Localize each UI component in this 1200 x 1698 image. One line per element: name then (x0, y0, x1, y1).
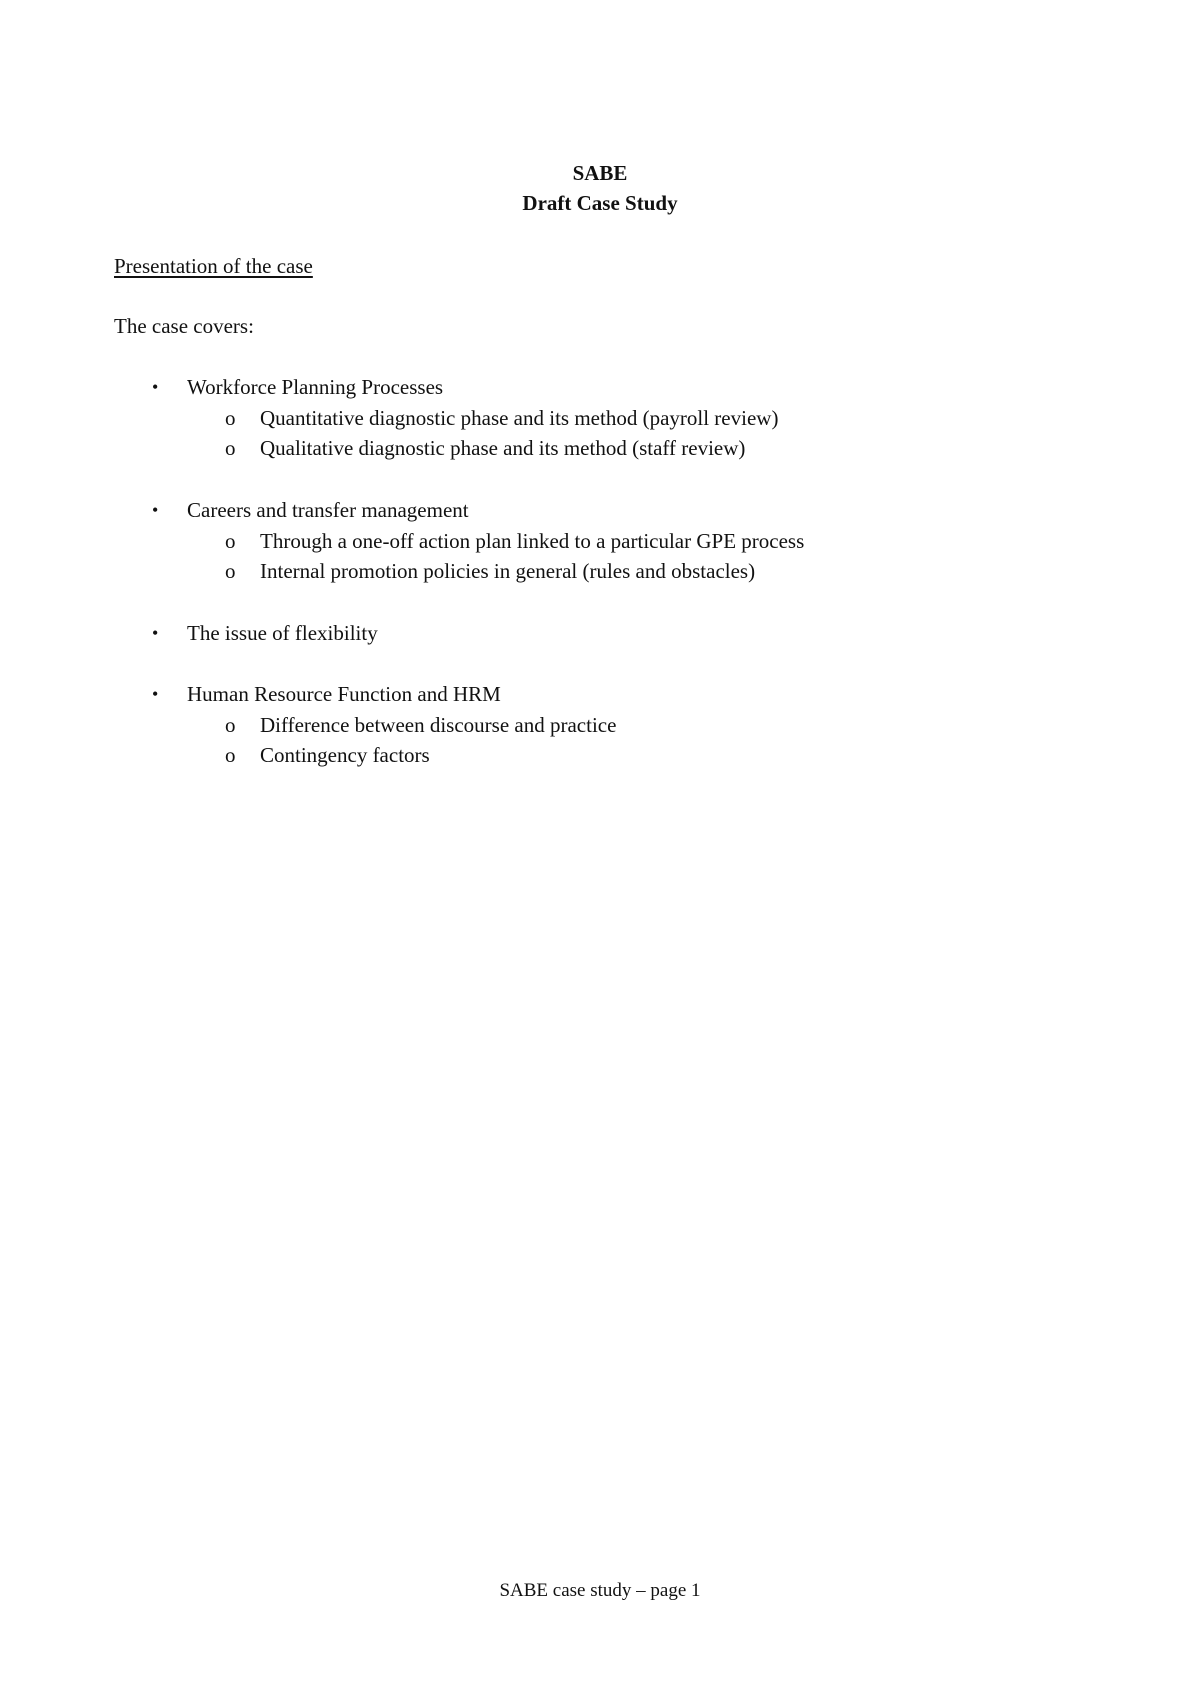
sub-item-text: Internal promotion policies in general (rules and obstacles) (260, 559, 756, 584)
sub-bullet-icon: o (225, 559, 236, 584)
topic-label: The issue of flexibility (187, 620, 378, 645)
sub-item-text: Difference between discourse and practice (260, 712, 617, 737)
sub-list (187, 526, 1200, 587)
sub-bullet-icon: o (225, 743, 236, 768)
bullet-icon: • (152, 377, 159, 397)
topic-label: Careers and transfer management (187, 497, 469, 522)
sub-item (187, 403, 1200, 434)
sub-item (187, 433, 1200, 464)
section-heading: Presentation of the case (114, 254, 313, 278)
document-subtitle: Draft Case Study (522, 191, 678, 215)
sub-item (187, 710, 1200, 741)
sub-item-text: Through a one-off action plan linked to a particular GPE process (260, 528, 805, 553)
intro-text: The case covers: (114, 314, 254, 338)
topic-item (0, 495, 1200, 587)
sub-bullet-icon: o (225, 712, 236, 737)
sub-item (187, 556, 1200, 587)
sub-list (187, 403, 1200, 464)
sub-bullet-icon: o (225, 528, 236, 553)
sub-item (187, 740, 1200, 771)
document-title: SABE (572, 161, 628, 185)
topic-item (0, 679, 1200, 771)
sub-bullet-icon: o (225, 436, 236, 461)
bullet-icon: • (152, 499, 159, 520)
title-block (0, 158, 1200, 218)
sub-bullet-icon: o (225, 405, 236, 430)
bullet-icon: • (152, 622, 159, 643)
sub-item-text: Quantitative diagnostic phase and its method (payroll review) (260, 405, 779, 430)
topic-item (0, 372, 1200, 464)
sub-item-text: Qualitative diagnostic phase and its method (staff review) (260, 436, 746, 461)
bullet-icon: • (152, 683, 159, 704)
topic-label: Workforce Planning Processes (187, 375, 444, 399)
topic-list (0, 372, 1200, 802)
page-footer: SABE case study – page 1 (499, 1580, 701, 1601)
sub-item-text: Contingency factors (260, 743, 430, 768)
topic-item (0, 618, 1200, 649)
sub-item (187, 526, 1200, 557)
topic-label: Human Resource Function and HRM (187, 681, 501, 706)
sub-list (187, 710, 1200, 771)
